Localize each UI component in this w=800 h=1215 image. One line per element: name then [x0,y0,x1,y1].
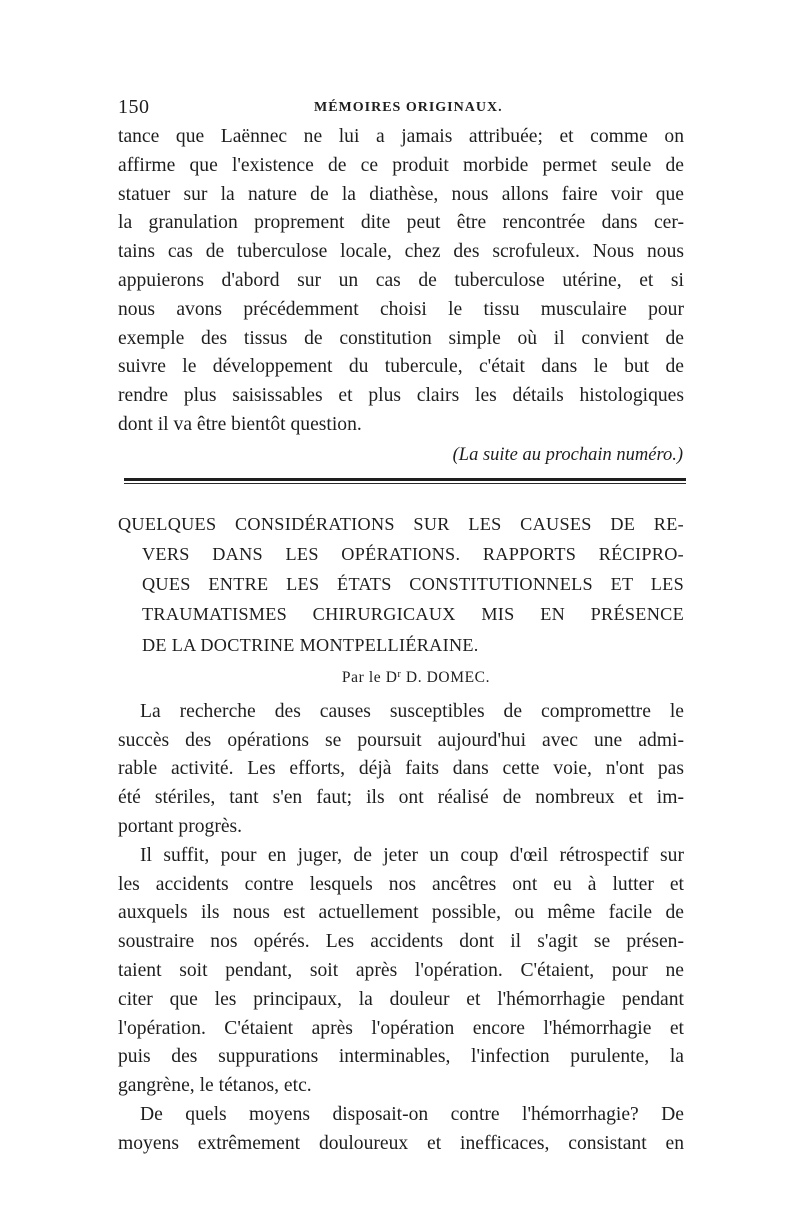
text-line: suivre le développement du tubercule, c'était dans le but de [118,356,684,378]
text-line: la granulation proprement dite peut être rencontrée dans cer- [118,212,684,234]
text-line: Il suffit, pour en juger, de jeter un coup d'œil rétrospectif sur [140,844,684,866]
text-line: succès des opérations se poursuit aujourd'hui avec une admi- [118,729,684,751]
running-head [118,96,684,122]
title-line: QUELQUES CONSIDÉRATIONS SUR LES CAUSES DE RE- [118,513,684,534]
text-line: gangrène, le tétanos, etc. [118,1075,312,1097]
continued-note: (La suite au prochain numéro.) [452,444,683,465]
paragraph-1 [118,698,684,842]
book-page [118,96,684,1159]
text-line: tains cas de tuberculose locale, chez des scrofuleux. Nous nous [118,241,684,263]
title-line: QUES ENTRE LES ÉTATS CONSTITUTIONNELS ET LES [142,574,684,595]
text-line: affirme que l'existence de ce produit morbide permet seule de [118,154,684,176]
text-line: soustraire nos opérés. Les accidents dont il s'agit se présen- [118,931,684,953]
text-line: nous avons précédemment choisi le tissu musculaire pour [118,298,684,320]
text-line: les accidents contre lesquels nos ancêtres ont eu à lutter et [118,873,684,895]
byline-superscript: r [397,668,402,680]
text-line: portant progrès. [118,815,243,837]
text-line: dont il va être bientôt question. [118,413,362,435]
section-divider [118,478,684,486]
running-title: MÉMOIRES ORIGINAUX. [314,100,503,115]
text-line: taient soit pendant, soit après l'opération. C'étaient, pour ne [118,959,684,981]
page-number: 150 [118,96,150,118]
text-line: auxquels ils nous est actuellement possible, ou même facile de [118,902,684,924]
byline-author: D. DOMEC. [401,668,491,686]
text-line: tance que Laënnec ne lui a jamais attribuée; et comme on [118,126,684,147]
byline-prefix: Par le D [341,668,398,686]
divider-thick-rule [124,478,686,481]
text-line: rable activité. Les efforts, déjà faits dans cette voie, n'ont pas [118,758,684,780]
text-line: statuer sur la nature de la diathèse, nous allons faire voir que [118,183,684,205]
text-line: De quels moyens disposait-on contre l'hémorrhagie? De [140,1103,684,1125]
text-line: moyens extrêmement douloureux et inefficaces, consistant en [118,1132,684,1154]
title-line: VERS DANS LES OPÉRATIONS. RAPPORTS RÉCIPRO- [142,543,684,564]
text-line: La recherche des causes susceptibles de compromettre le [140,700,684,722]
paragraph-2 [118,842,684,1101]
text-line: appuierons d'abord sur un cas de tuberculose utérine, et si [118,269,684,291]
text-line: rendre plus saisissables et plus clairs les détails histologiques [118,385,684,407]
author-byline [118,664,684,689]
text-line: été stériles, tant s'en faut; ils ont réalisé de nombreux et im- [118,787,684,809]
text-line: puis des suppurations interminables, l'infection purulente, la [118,1046,684,1068]
paragraph-3 [118,1101,684,1159]
continuation-paragraph [118,123,684,440]
divider-thin-rule [124,483,686,484]
text-line: exemple des tissus de constitution simple où il convient de [118,327,684,349]
article-title [118,509,684,660]
title-line: TRAUMATISMES CHIRURGICAUX MIS EN PRÉSENCE [142,604,684,625]
text-line: l'opération. C'étaient après l'opération encore l'hémorrhagie et [118,1017,684,1039]
title-line: DE LA DOCTRINE MONTPELLIÉRAINE. [142,634,479,655]
text-line: citer que les principaux, la douleur et l'hémorrhagie pendant [118,988,684,1010]
